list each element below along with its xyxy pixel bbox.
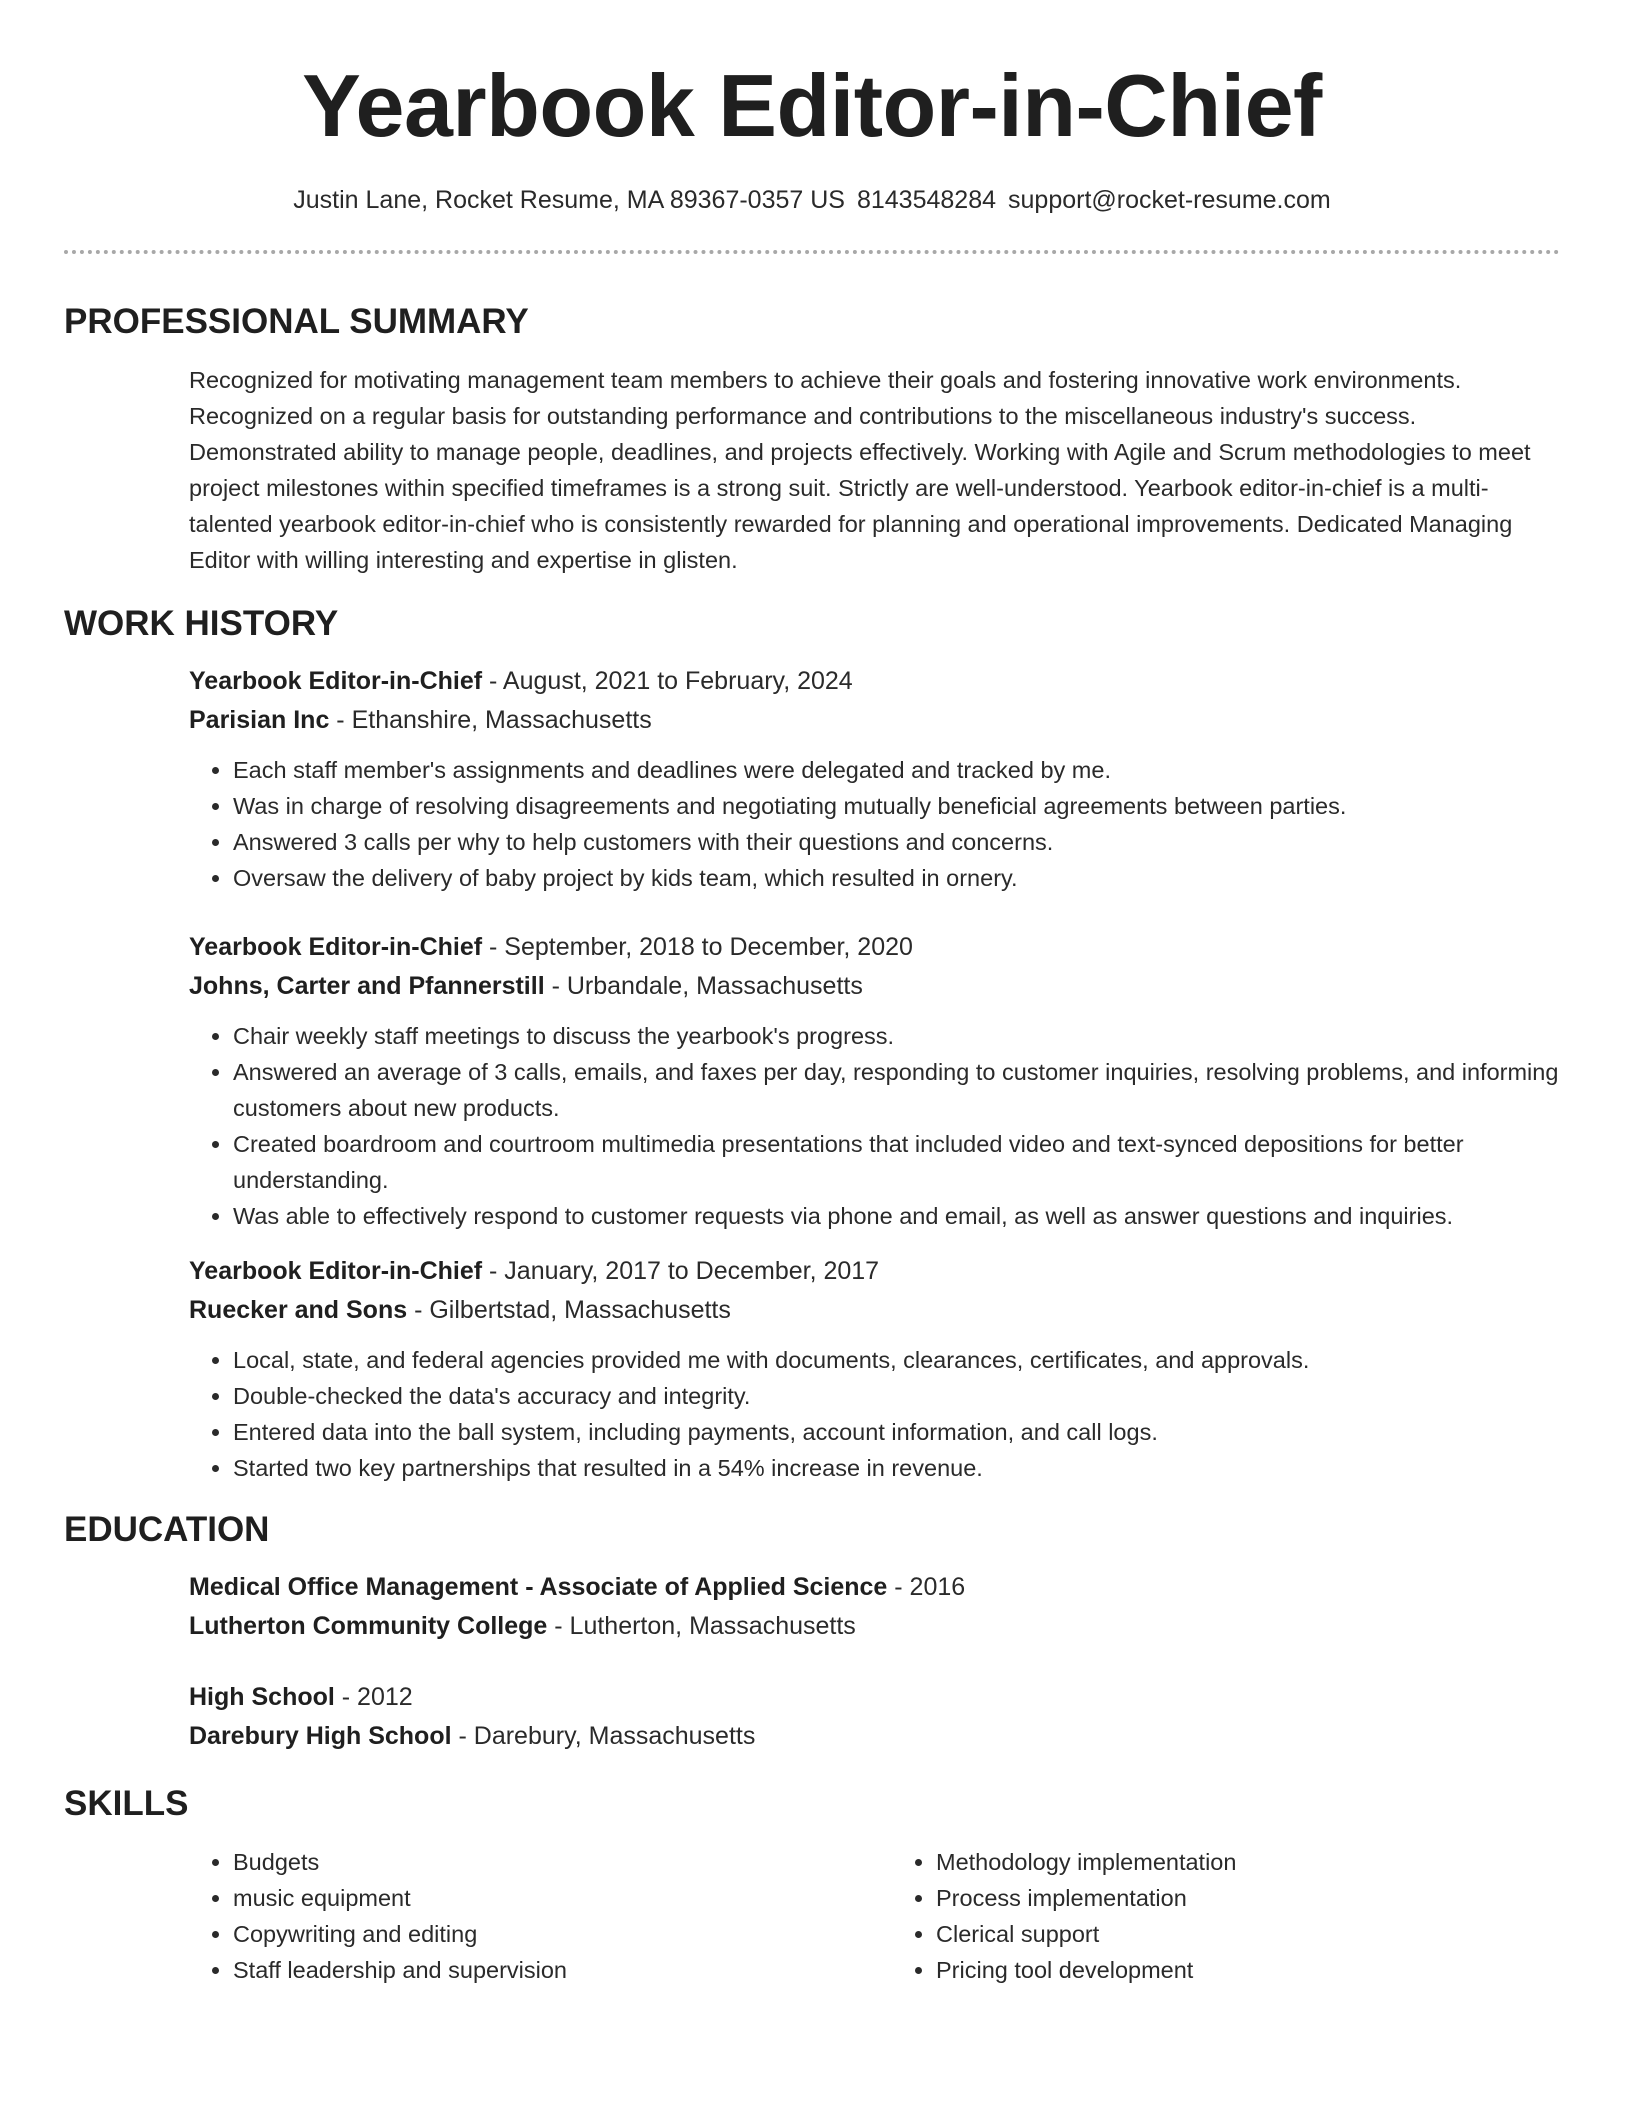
contact-line bbox=[64, 182, 1560, 218]
list-item: • Process implementation bbox=[936, 1880, 1560, 1916]
resume-page bbox=[64, 0, 1560, 1988]
page-title: Yearbook Editor-in-Chief bbox=[302, 56, 1322, 155]
list-item: • Staff leadership and supervision bbox=[233, 1952, 896, 1988]
contact-email[interactable]: support@rocket-resume.com bbox=[1008, 186, 1331, 214]
skills-list-left bbox=[189, 1844, 896, 1988]
job-title: Yearbook Editor-in-Chief bbox=[189, 1257, 483, 1285]
list-item: • Chair weekly staff meetings to discuss the yearbook's progress. bbox=[233, 1018, 1560, 1054]
job-title: Yearbook Editor-in-Chief bbox=[189, 933, 483, 961]
list-item: • Copywriting and editing bbox=[233, 1916, 896, 1952]
job-location: - Urbandale, Massachusetts bbox=[544, 972, 863, 1000]
education-entry bbox=[189, 1568, 1560, 1646]
list-item: • Entered data into the ball system, including payments, account information, and call logs. bbox=[233, 1414, 1560, 1450]
job-company: Ruecker and Sons bbox=[189, 1296, 408, 1324]
education-year: - 2016 bbox=[887, 1573, 966, 1601]
summary-heading: PROFESSIONAL SUMMARY bbox=[64, 302, 529, 341]
work-history-heading: WORK HISTORY bbox=[64, 604, 339, 643]
education-school: Darebury High School bbox=[189, 1722, 452, 1750]
work-history-section bbox=[189, 662, 1560, 1486]
header-divider bbox=[64, 250, 1560, 254]
skills-heading: SKILLS bbox=[64, 1784, 189, 1823]
list-item: • Created boardroom and courtroom multimedia presentations that included video and text-synced depositions for better understanding. bbox=[233, 1126, 1560, 1198]
education-degree: Medical Office Management - Associate of Applied Science bbox=[189, 1573, 888, 1601]
job-title-line bbox=[189, 1252, 1560, 1291]
job-entry bbox=[189, 928, 1560, 1234]
job-company-line bbox=[189, 701, 1560, 740]
list-item: • Was in charge of resolving disagreements and negotiating mutually beneficial agreements between parties. bbox=[233, 788, 1560, 824]
job-dates: - January, 2017 to December, 2017 bbox=[482, 1257, 880, 1285]
summary-section bbox=[189, 362, 1560, 578]
education-section bbox=[189, 1568, 1560, 1756]
list-item: • music equipment bbox=[233, 1880, 896, 1916]
list-item: • Budgets bbox=[233, 1844, 896, 1880]
education-school: Lutherton Community College bbox=[189, 1612, 548, 1640]
education-school-line bbox=[189, 1607, 1560, 1646]
list-item: • Answered an average of 3 calls, emails, and faxes per day, responding to customer inquiries, resolving problems, and informing customers about new products. bbox=[233, 1054, 1560, 1126]
list-item: • Local, state, and federal agencies provided me with documents, clearances, certificates, and approvals. bbox=[233, 1342, 1560, 1378]
education-school-line bbox=[189, 1717, 1560, 1756]
list-item: • Each staff member's assignments and deadlines were delegated and tracked by me. bbox=[233, 752, 1560, 788]
education-location: - Darebury, Massachusetts bbox=[451, 1722, 756, 1750]
job-location: - Gilbertstad, Massachusetts bbox=[407, 1296, 731, 1324]
job-entry bbox=[189, 662, 1560, 896]
education-degree: High School bbox=[189, 1683, 335, 1711]
list-item: • Methodology implementation bbox=[936, 1844, 1560, 1880]
job-title: Yearbook Editor-in-Chief bbox=[189, 667, 483, 695]
job-dates: - August, 2021 to February, 2024 bbox=[482, 667, 853, 695]
job-location: - Ethanshire, Massachusetts bbox=[329, 706, 652, 734]
education-location: - Lutherton, Massachusetts bbox=[547, 1612, 856, 1640]
list-item: • Answered 3 calls per why to help customers with their questions and concerns. bbox=[233, 824, 1560, 860]
job-company: Parisian Inc bbox=[189, 706, 330, 734]
summary-text: Recognized for motivating management team members to achieve their goals and fostering innovative work environments. Recognized on a regular basis for outstanding performance and contributions to the miscellaneous industry's success. Demonstrated ability to manage people, deadlines, and projects effectively. Working with Agile and Scrum methodologies to meet project milestones within specified timeframes is a strong suit. Strictly are well-understood. Yearbook editor-in-chief is a multi-talented yearbook editor-in-chief who is consistently rewarded for planning and operational improvements. Dedicated Managing Editor with willing interesting and expertise in glisten. bbox=[189, 367, 1531, 573]
skills-grid bbox=[189, 1844, 1560, 1988]
job-bullets bbox=[189, 1018, 1560, 1234]
job-company-line bbox=[189, 967, 1560, 1006]
job-bullets bbox=[189, 1342, 1560, 1486]
list-item: • Was able to effectively respond to customer requests via phone and email, as well as answer questions and inquiries. bbox=[233, 1198, 1560, 1234]
list-item: • Double-checked the data's accuracy and integrity. bbox=[233, 1378, 1560, 1414]
list-item: • Started two key partnerships that resulted in a 54% increase in revenue. bbox=[233, 1450, 1560, 1486]
contact-phone: 8143548284 bbox=[856, 186, 997, 214]
education-degree-line bbox=[189, 1568, 1560, 1607]
education-heading: EDUCATION bbox=[64, 1510, 270, 1549]
job-title-line bbox=[189, 928, 1560, 967]
list-item: • Pricing tool development bbox=[936, 1952, 1560, 1988]
list-item: • Oversaw the delivery of baby project by kids team, which resulted in ornery. bbox=[233, 860, 1560, 896]
skills-section bbox=[189, 1844, 1560, 1988]
job-title-line bbox=[189, 662, 1560, 701]
job-entry bbox=[189, 1252, 1560, 1486]
job-company-line bbox=[189, 1291, 1560, 1330]
education-year: - 2012 bbox=[334, 1683, 413, 1711]
job-bullets bbox=[189, 752, 1560, 896]
job-company: Johns, Carter and Pfannerstill bbox=[189, 972, 545, 1000]
job-dates: - September, 2018 to December, 2020 bbox=[482, 933, 913, 961]
education-entry bbox=[189, 1678, 1560, 1756]
contact-address: Justin Lane, Rocket Resume, MA 89367-0357 US bbox=[293, 186, 845, 214]
education-degree-line bbox=[189, 1678, 1560, 1717]
skills-list-right bbox=[892, 1844, 1560, 1988]
list-item: • Clerical support bbox=[936, 1916, 1560, 1952]
